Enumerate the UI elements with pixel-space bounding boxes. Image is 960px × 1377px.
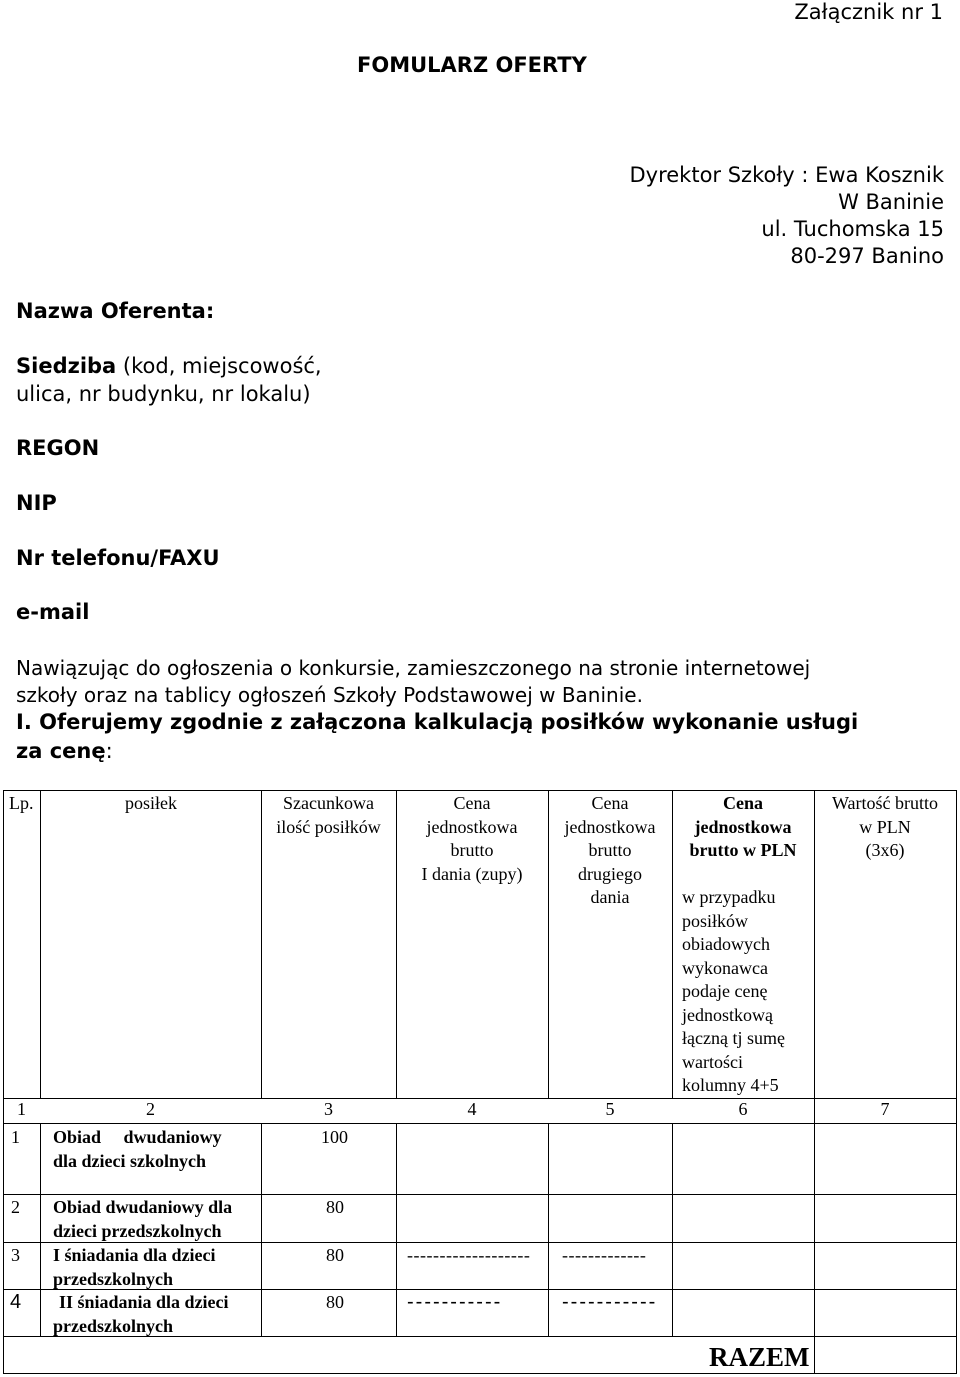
colnum-1: 1 <box>17 1099 26 1119</box>
row-2-meal <box>53 1196 260 1243</box>
section-colon: : <box>105 739 113 763</box>
col-border-1 <box>40 790 41 1098</box>
header-v-1: Wartość brutto <box>831 793 939 813</box>
row-1-meal-line-2: dla dzieci szkolnych <box>53 1150 207 1171</box>
col-border-0 <box>3 790 4 1374</box>
header-p3-note-2: posiłków <box>682 910 749 931</box>
regon-label: REGON <box>16 436 100 460</box>
nip-label: NIP <box>16 491 57 515</box>
col-border-4b <box>548 1123 549 1336</box>
header-unit-price <box>672 792 814 1098</box>
row-3-meal <box>53 1244 260 1291</box>
email-label: e-mail <box>16 600 90 624</box>
phone-fax-label: Nr telefonu/FAXU <box>16 546 220 570</box>
recipient-line-1: Dyrektor Szkoły : Ewa Kosznik <box>629 163 944 187</box>
colnum-4: 4 <box>467 1099 477 1119</box>
row-3-qty: 80 <box>326 1245 344 1265</box>
row-2-meal-line-1: Obiad dwudaniowy dla <box>53 1197 233 1217</box>
header-p3-note-6: jednostkową <box>682 1004 773 1025</box>
col-border-5b <box>672 1123 673 1336</box>
header-p2-3: brutto <box>588 840 632 860</box>
intro-line-1: Nawiązując do ogłoszenia o konkursie, zamieszczonego na stronie internetowej <box>16 656 811 680</box>
row-1-meal-line-1: Obiad dwudaniowy <box>53 1127 222 1147</box>
row-2-meal-line-2: dzieci przedszkolnych <box>53 1220 222 1241</box>
header-p3-2: jednostkowa <box>694 816 792 837</box>
row-3-price-first: ------------------- <box>407 1245 531 1265</box>
row-3-meal-line-2: przedszkolnych <box>53 1268 174 1289</box>
header-p2-5: dania <box>590 887 630 907</box>
seat-detail: (kod, miejscowość, <box>116 354 322 378</box>
colnum-2: 2 <box>146 1099 155 1119</box>
offer-table <box>3 790 957 1374</box>
seat-detail-2: ulica, nr budynku, nr lokalu) <box>16 382 311 406</box>
colnum-6: 6 <box>738 1099 748 1119</box>
header-quantity <box>261 792 396 839</box>
header-p2-2: jednostkowa <box>564 816 656 837</box>
row-2-qty: 80 <box>326 1197 344 1217</box>
header-p1-1: Cena <box>453 793 491 813</box>
header-p1-2: jednostkowa <box>426 816 518 837</box>
recipient-line-3: ul. Tuchomska 15 <box>761 217 944 241</box>
row-1-qty: 100 <box>321 1127 348 1147</box>
header-lp: Lp. <box>9 793 34 813</box>
seat-bold: Siedziba <box>16 354 117 378</box>
row-4-meal-line-1: II śniadania dla dzieci <box>59 1292 229 1312</box>
row-4-meal-line-2: przedszkolnych <box>53 1315 174 1336</box>
bidder-seat-label <box>16 354 322 378</box>
header-price-second-course <box>548 792 672 910</box>
header-p3-note-8: wartości <box>682 1051 743 1072</box>
col-border-7 <box>956 790 957 1374</box>
intro-line-2: szkoły oraz na tablicy ogłoszeń Szkoły Podstawowej w Baninie. <box>16 683 643 707</box>
header-p3-note-1: w przypadku <box>682 887 776 907</box>
header-p3-note <box>672 886 814 1098</box>
header-p3-3: brutto w PLN <box>689 840 797 860</box>
header-quantity-1: Szacunkowa <box>283 793 374 813</box>
row-1-meal <box>53 1126 222 1173</box>
colnum-3: 3 <box>324 1099 333 1119</box>
header-quantity-2: ilość posiłków <box>276 816 381 837</box>
header-p2-1: Cena <box>591 793 629 813</box>
bidder-name-label: Nazwa Oferenta: <box>16 299 215 323</box>
form-title: FOMULARZ OFERTY <box>357 53 587 77</box>
row-4-price-second: ----------- <box>562 1291 658 1313</box>
header-p3-1: Cena <box>723 793 763 813</box>
header-v-2: w PLN <box>859 816 911 837</box>
row-2-lp: 2 <box>11 1197 20 1217</box>
section-heading-line-2 <box>16 739 113 763</box>
row-3-price-second: ------------- <box>562 1245 647 1265</box>
row-4-qty: 80 <box>326 1292 344 1312</box>
header-p3-note-3: obiadowych <box>682 934 770 954</box>
header-p3-note-5: podaje cenę <box>682 981 768 1001</box>
col-border-6 <box>814 790 815 1374</box>
total-label: RAZEM <box>709 1342 810 1372</box>
col-border-3b <box>396 1123 397 1336</box>
bidder-seat-label-line2 <box>16 382 311 406</box>
header-price-first-course <box>396 792 548 886</box>
header-gross-value <box>814 792 956 863</box>
header-p3-note-7: łączną tj sumę <box>682 1028 785 1048</box>
recipient-line-2: W Baninie <box>838 190 944 214</box>
row-4-lp: 4 <box>10 1291 22 1313</box>
col-border-1b <box>40 1123 41 1336</box>
annex-label: Załącznik nr 1 <box>794 0 943 24</box>
colnum-7: 7 <box>880 1099 890 1119</box>
row-4-meal <box>53 1291 260 1338</box>
header-p1-3: brutto <box>450 840 494 860</box>
row-3-meal-line-1: I śniadania dla dzieci <box>53 1245 216 1265</box>
colnum-5: 5 <box>605 1099 615 1119</box>
col-border-2b <box>261 1123 262 1336</box>
row-1-lp: 1 <box>11 1127 20 1147</box>
row-4-price-first: ----------- <box>407 1291 503 1313</box>
header-meal: posiłek <box>125 793 177 813</box>
section-heading-end: za cenę <box>16 739 106 763</box>
recipient-line-4: 80-297 Banino <box>790 244 944 268</box>
recipient-block <box>629 162 944 270</box>
header-v-3: (3x6) <box>865 840 905 860</box>
header-p3-note-9: kolumny 4+5 <box>682 1075 779 1095</box>
header-p2-4: drugiego <box>578 863 642 884</box>
section-heading: I. Oferujemy zgodnie z załączona kalkulacją posiłków wykonanie usługi <box>16 710 859 734</box>
header-p3-note-4: wykonawca <box>682 957 768 978</box>
header-p1-4: I dania (zupy) <box>421 863 523 884</box>
row-3-lp: 3 <box>11 1245 20 1265</box>
